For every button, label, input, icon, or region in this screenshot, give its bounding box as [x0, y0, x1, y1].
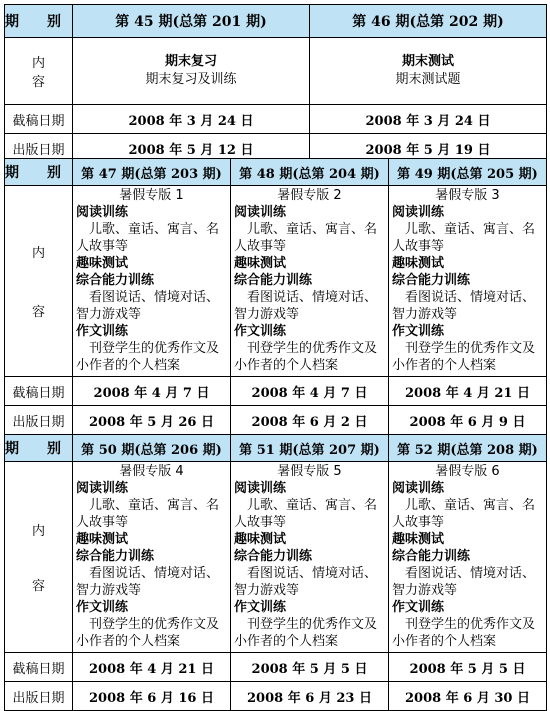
content-label-line1: 内: [31, 524, 45, 539]
content-cell: [231, 462, 389, 653]
deadline-row: [5, 653, 547, 682]
deadline-value: 2008 年 4 月 7 日: [231, 377, 389, 406]
essay-heading: 作文训练: [392, 324, 445, 339]
content-cell: [389, 186, 547, 377]
essay-heading: 作文训练: [76, 324, 129, 339]
issue-header: 第 46 期(总第 202 期): [310, 5, 547, 38]
ability-heading: 综合能力训练: [392, 273, 471, 288]
issue-header: 第 52 期(总第 208 期): [389, 435, 547, 462]
ability-desc: 看图说话、情境对话、智力游戏等: [234, 290, 378, 322]
fun-test-heading: 趣味测试: [392, 532, 445, 547]
ability-desc: 看图说话、情境对话、智力游戏等: [392, 290, 536, 322]
deadline-value: 2008 年 5 月 5 日: [389, 653, 547, 682]
reading-heading: 阅读训练: [234, 481, 287, 496]
content-label-line2: 容: [31, 75, 45, 90]
special-edition-title: 暑假专版 2: [277, 188, 342, 203]
essay-desc: 刊登学生的优秀作文及小作者的个人档案: [234, 617, 378, 649]
content-title: 期末测试: [401, 54, 454, 69]
special-edition-title: 暑假专版 4: [119, 464, 184, 479]
ability-heading: 综合能力训练: [234, 549, 313, 564]
content-title: 期末复习: [164, 54, 217, 69]
fun-test-heading: 趣味测试: [76, 532, 129, 547]
period-label: 期 别: [5, 159, 73, 186]
issue-header: 第 48 期(总第 204 期): [231, 159, 389, 186]
fun-test-heading: 趣味测试: [76, 256, 129, 271]
publish-label: 出版日期: [5, 406, 73, 435]
publish-value: 2008 年 6 月 23 日: [231, 682, 389, 711]
deadline-value: 2008 年 4 月 21 日: [389, 377, 547, 406]
ability-desc: 看图说话、情境对话、智力游戏等: [234, 566, 378, 598]
deadline-row: [5, 105, 547, 134]
content-label: [5, 462, 73, 653]
content-row: [5, 38, 547, 105]
schedule-table-2: [4, 158, 547, 435]
reading-desc: 儿歌、童话、寓言、名人故事等: [76, 498, 220, 530]
essay-heading: 作文训练: [234, 600, 287, 615]
content-label: [5, 38, 73, 105]
publish-row: [5, 406, 547, 435]
ability-heading: 综合能力训练: [234, 273, 313, 288]
content-subtitle: 期末测试题: [395, 72, 461, 87]
issue-header: 第 51 期(总第 207 期): [231, 435, 389, 462]
content-label: [5, 186, 73, 377]
content-cell: [73, 462, 231, 653]
reading-desc: 儿歌、童话、寓言、名人故事等: [392, 222, 536, 254]
content-label-line1: 内: [31, 56, 45, 71]
essay-heading: 作文训练: [392, 600, 445, 615]
ability-heading: 综合能力训练: [76, 549, 155, 564]
reading-heading: 阅读训练: [392, 481, 445, 496]
table-header-row: [5, 5, 547, 38]
content-cell: [73, 38, 310, 105]
deadline-value: 2008 年 5 月 5 日: [231, 653, 389, 682]
fun-test-heading: 趣味测试: [234, 532, 287, 547]
schedule-table-1: [4, 4, 547, 163]
deadline-label: 截稿日期: [5, 377, 73, 406]
essay-desc: 刊登学生的优秀作文及小作者的个人档案: [76, 341, 220, 373]
publish-value: 2008 年 5 月 19 日: [310, 134, 547, 163]
content-cell: [231, 186, 389, 377]
content-label-line2: 容: [31, 579, 45, 594]
deadline-value: 2008 年 3 月 24 日: [310, 105, 547, 134]
content-label-line1: 内: [31, 246, 45, 261]
content-row: [5, 462, 547, 653]
table-header-row: [5, 435, 547, 462]
reading-heading: 阅读训练: [76, 205, 129, 220]
publish-value: 2008 年 6 月 2 日: [231, 406, 389, 435]
publish-value: 2008 年 5 月 26 日: [73, 406, 231, 435]
deadline-value: 2008 年 4 月 7 日: [73, 377, 231, 406]
essay-desc: 刊登学生的优秀作文及小作者的个人档案: [234, 341, 378, 373]
ability-desc: 看图说话、情境对话、智力游戏等: [76, 290, 220, 322]
ability-heading: 综合能力训练: [76, 273, 155, 288]
reading-heading: 阅读训练: [76, 481, 129, 496]
content-row: [5, 186, 547, 377]
reading-heading: 阅读训练: [234, 205, 287, 220]
content-cell: [389, 462, 547, 653]
publish-label: 出版日期: [5, 682, 73, 711]
essay-heading: 作文训练: [76, 600, 129, 615]
content-label-line2: 容: [31, 305, 45, 320]
reading-desc: 儿歌、童话、寓言、名人故事等: [234, 498, 378, 530]
ability-desc: 看图说话、情境对话、智力游戏等: [76, 566, 220, 598]
deadline-label: 截稿日期: [5, 653, 73, 682]
period-label: 期 别: [5, 435, 73, 462]
issue-header: 第 47 期(总第 203 期): [73, 159, 231, 186]
special-edition-title: 暑假专版 3: [435, 188, 500, 203]
issue-header: 第 45 期(总第 201 期): [73, 5, 310, 38]
period-label: 期 别: [5, 5, 73, 38]
reading-desc: 儿歌、童话、寓言、名人故事等: [234, 222, 378, 254]
deadline-value: 2008 年 3 月 24 日: [73, 105, 310, 134]
reading-desc: 儿歌、童话、寓言、名人故事等: [76, 222, 220, 254]
content-subtitle: 期末复习及训练: [145, 72, 237, 87]
essay-desc: 刊登学生的优秀作文及小作者的个人档案: [76, 617, 220, 649]
content-cell: [310, 38, 547, 105]
deadline-row: [5, 377, 547, 406]
publish-value: 2008 年 6 月 16 日: [73, 682, 231, 711]
publish-value: 2008 年 5 月 12 日: [73, 134, 310, 163]
special-edition-title: 暑假专版 6: [435, 464, 500, 479]
publish-row: [5, 682, 547, 711]
essay-desc: 刊登学生的优秀作文及小作者的个人档案: [392, 341, 536, 373]
deadline-value: 2008 年 4 月 21 日: [73, 653, 231, 682]
publish-label: 出版日期: [5, 134, 73, 163]
reading-desc: 儿歌、童话、寓言、名人故事等: [392, 498, 536, 530]
reading-heading: 阅读训练: [392, 205, 445, 220]
deadline-label: 截稿日期: [5, 105, 73, 134]
special-edition-title: 暑假专版 5: [277, 464, 342, 479]
essay-desc: 刊登学生的优秀作文及小作者的个人档案: [392, 617, 536, 649]
issue-header: 第 50 期(总第 206 期): [73, 435, 231, 462]
ability-heading: 综合能力训练: [392, 549, 471, 564]
issue-header: 第 49 期(总第 205 期): [389, 159, 547, 186]
essay-heading: 作文训练: [234, 324, 287, 339]
schedule-table-3: [4, 434, 547, 711]
fun-test-heading: 趣味测试: [234, 256, 287, 271]
content-cell: [73, 186, 231, 377]
special-edition-title: 暑假专版 1: [119, 188, 184, 203]
fun-test-heading: 趣味测试: [392, 256, 445, 271]
table-header-row: [5, 159, 547, 186]
publish-value: 2008 年 6 月 30 日: [389, 682, 547, 711]
ability-desc: 看图说话、情境对话、智力游戏等: [392, 566, 536, 598]
publish-value: 2008 年 6 月 9 日: [389, 406, 547, 435]
